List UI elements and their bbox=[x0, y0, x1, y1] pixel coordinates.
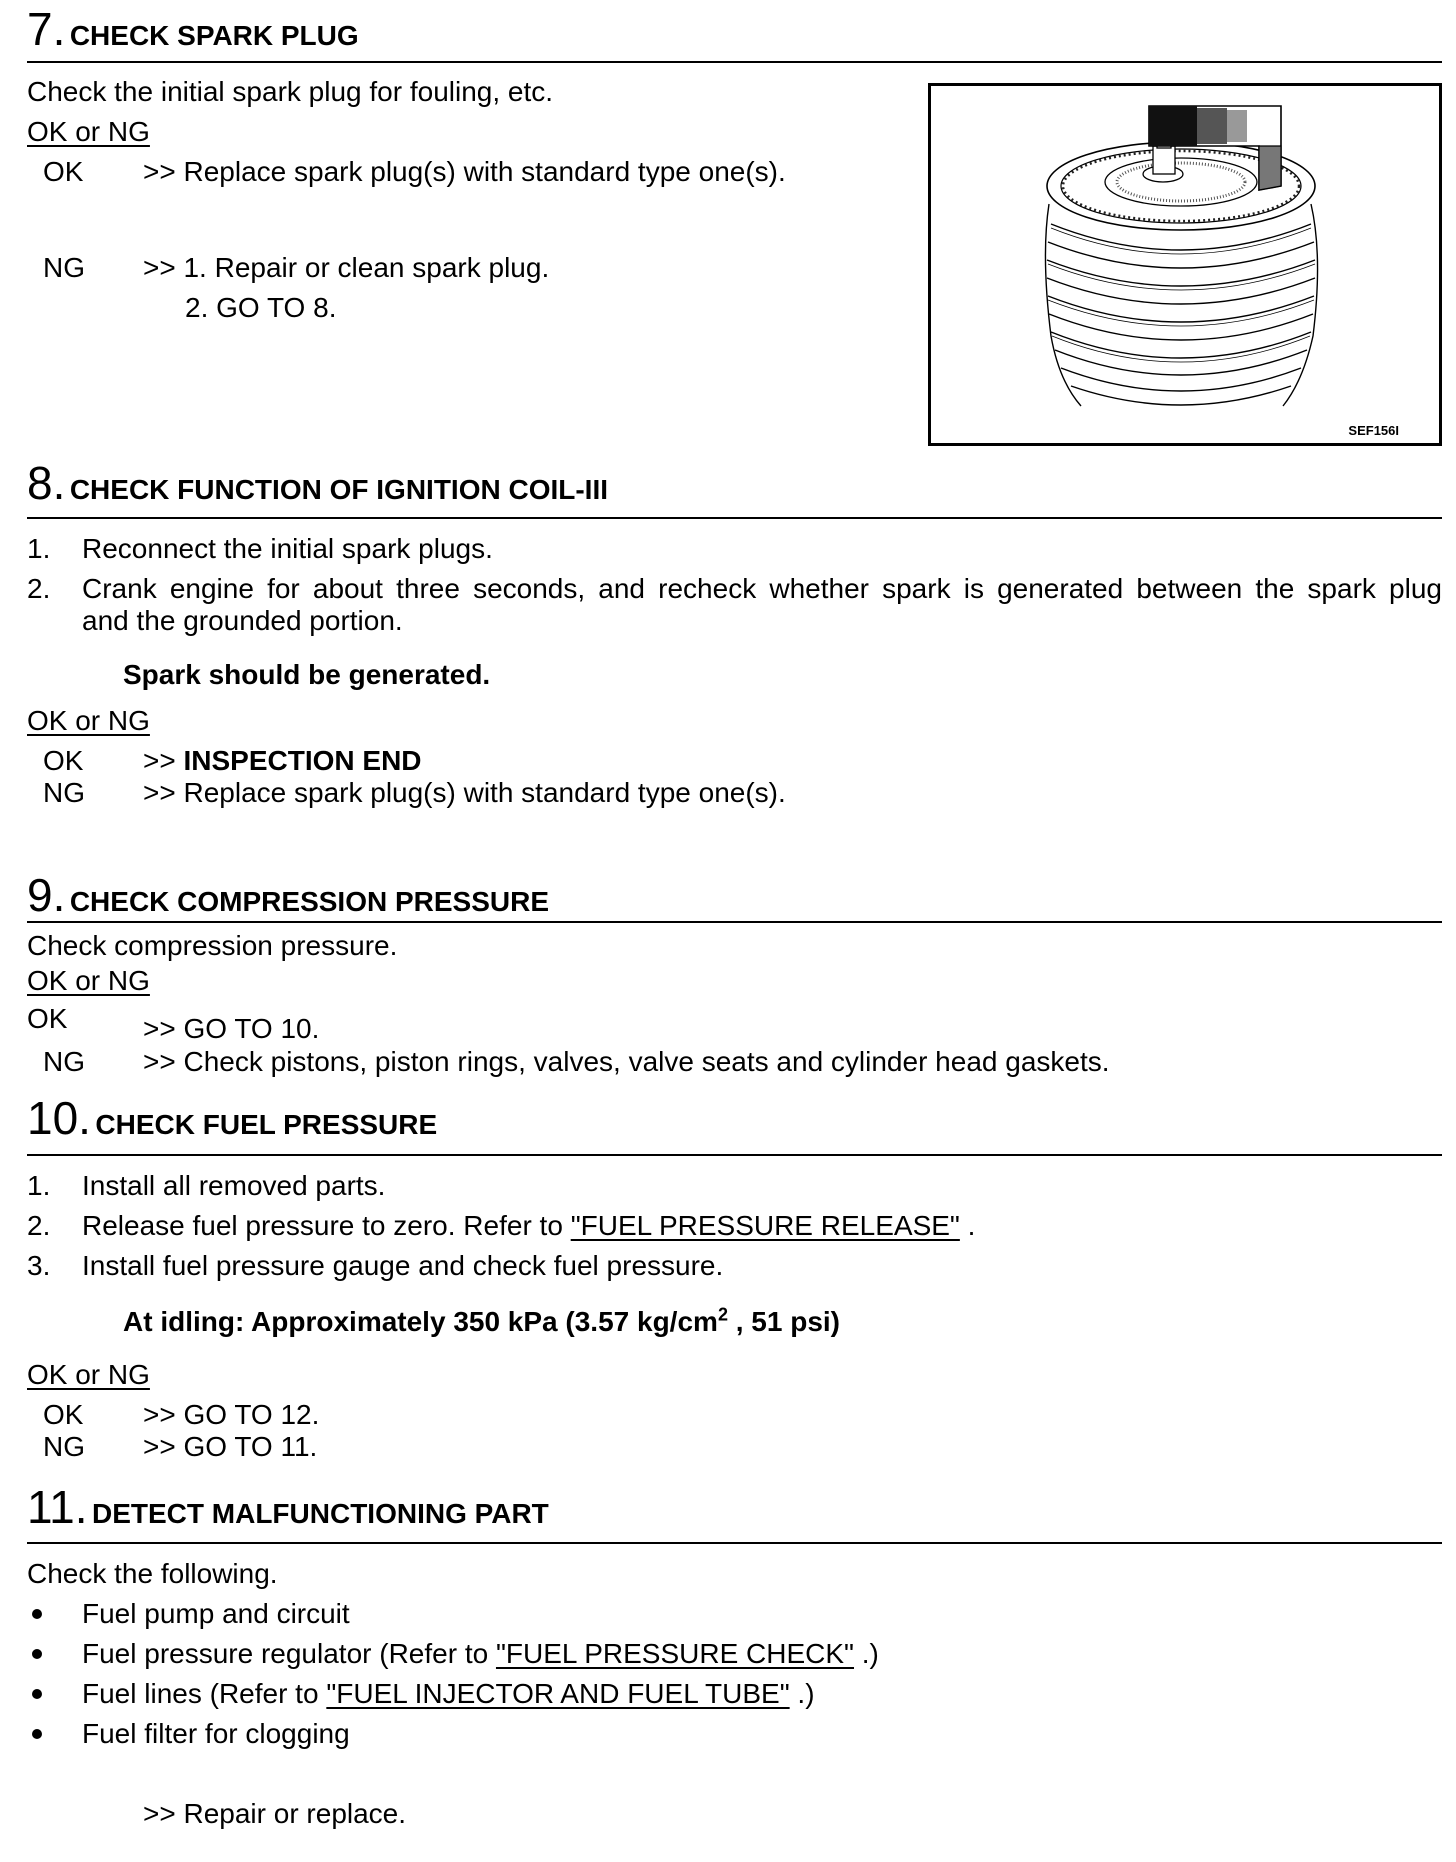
section-number: 9. bbox=[27, 869, 66, 921]
ok-label: OK bbox=[43, 745, 84, 776]
ok-label: OK bbox=[43, 156, 84, 187]
ok-or-ng-label: OK or NG bbox=[27, 965, 150, 996]
bullet-dot bbox=[32, 1649, 42, 1659]
step-text bbox=[82, 1210, 975, 1242]
figure-code: SEF156I bbox=[1348, 423, 1399, 438]
section-divider bbox=[27, 921, 1442, 923]
ok-result: >> GO TO 10. bbox=[143, 1013, 320, 1044]
bullet-text-suffix: .) bbox=[789, 1678, 815, 1709]
ng-result-step-1: >> 1. Repair or clean spark plug. bbox=[143, 252, 550, 283]
ok-label: OK bbox=[43, 1399, 84, 1430]
step-number: 2. bbox=[27, 573, 51, 604]
section-11-heading bbox=[27, 1482, 549, 1532]
section-divider bbox=[27, 61, 1442, 63]
step-number: 3. bbox=[27, 1250, 51, 1281]
section-divider bbox=[27, 1154, 1442, 1156]
section-10-heading bbox=[27, 1093, 437, 1143]
spec-text-suffix: , 51 psi) bbox=[727, 1306, 840, 1337]
spec-text: Spark should be generated. bbox=[123, 659, 491, 690]
ng-label: NG bbox=[43, 777, 85, 808]
section-divider bbox=[27, 1542, 1442, 1544]
ok-or-ng-label: OK or NG bbox=[27, 1359, 150, 1390]
step-text: Install all removed parts. bbox=[82, 1170, 386, 1201]
ok-result-prefix: >> bbox=[143, 745, 184, 776]
bullet-item bbox=[82, 1638, 879, 1670]
section-title: CHECK FUEL PRESSURE bbox=[95, 1109, 438, 1140]
section-title: DETECT MALFUNCTIONING PART bbox=[92, 1498, 549, 1529]
ok-or-ng-label: OK or NG bbox=[27, 116, 150, 147]
spark-plug-illustration bbox=[931, 86, 1439, 443]
bullet-item: Fuel pump and circuit bbox=[82, 1598, 350, 1629]
section-number: 8. bbox=[27, 457, 66, 509]
step-text-continued: and the grounded portion. bbox=[82, 605, 403, 636]
section-title: CHECK SPARK PLUG bbox=[69, 20, 359, 51]
bullet-dot bbox=[32, 1729, 42, 1739]
step-number: 1. bbox=[27, 533, 51, 564]
step-text: Install fuel pressure gauge and check fuel pressure. bbox=[82, 1250, 724, 1281]
ng-label: NG bbox=[43, 1046, 85, 1077]
ng-result: >> GO TO 11. bbox=[143, 1431, 318, 1462]
ng-label: NG bbox=[43, 1431, 85, 1462]
bullet-item: Fuel filter for clogging bbox=[82, 1718, 350, 1749]
step-text: Crank engine for about three seconds, and recheck whether spark is generated between the spark plug bbox=[82, 573, 1442, 604]
section-7-heading bbox=[27, 4, 359, 54]
ok-result: >> GO TO 12. bbox=[143, 1399, 320, 1430]
spec-text bbox=[123, 1306, 840, 1338]
step-text: Reconnect the initial spark plugs. bbox=[82, 533, 493, 564]
bullet-item bbox=[82, 1678, 815, 1710]
section-11-result: >> Repair or replace. bbox=[143, 1798, 407, 1829]
ok-or-ng-label: OK or NG bbox=[27, 705, 150, 736]
spark-plug-figure bbox=[928, 83, 1442, 446]
fuel-pressure-release-link[interactable]: "FUEL PRESSURE RELEASE" bbox=[570, 1210, 960, 1241]
section-divider bbox=[27, 517, 1442, 519]
section-number: 11. bbox=[27, 1481, 88, 1533]
section-11-intro: Check the following. bbox=[27, 1558, 278, 1589]
section-9-heading bbox=[27, 870, 549, 920]
ok-label: OK bbox=[27, 1003, 68, 1034]
section-9-intro: Check compression pressure. bbox=[27, 930, 398, 961]
ok-result bbox=[143, 745, 422, 777]
bullet-text: Fuel lines (Refer to bbox=[82, 1678, 327, 1709]
ng-result: >> Replace spark plug(s) with standard type one(s). bbox=[143, 777, 786, 808]
step-text-suffix: . bbox=[959, 1210, 976, 1241]
section-8-heading bbox=[27, 458, 608, 508]
ng-label: NG bbox=[43, 252, 85, 283]
bullet-dot bbox=[32, 1609, 42, 1619]
ok-result-text: INSPECTION END bbox=[183, 745, 422, 776]
spec-superscript: 2 bbox=[717, 1304, 728, 1325]
step-text-part: Release fuel pressure to zero. Refer to bbox=[82, 1210, 571, 1241]
bullet-text-suffix: .) bbox=[854, 1638, 879, 1669]
fuel-injector-and-fuel-tube-link[interactable]: "FUEL INJECTOR AND FUEL TUBE" bbox=[326, 1678, 790, 1709]
fuel-pressure-check-link[interactable]: "FUEL PRESSURE CHECK" bbox=[495, 1638, 854, 1669]
ng-result: >> Check pistons, piston rings, valves, valve seats and cylinder head gaskets. bbox=[143, 1046, 1110, 1077]
step-number: 2. bbox=[27, 1210, 51, 1241]
section-number: 7. bbox=[27, 3, 66, 55]
section-7-intro: Check the initial spark plug for fouling, etc. bbox=[27, 76, 554, 107]
spec-text-part: At idling: Approximately 350 kPa (3.57 kg/cm bbox=[123, 1306, 718, 1337]
step-number: 1. bbox=[27, 1170, 51, 1201]
ok-result: >> Replace spark plug(s) with standard type one(s). bbox=[143, 156, 786, 187]
bullet-text: Fuel pressure regulator (Refer to bbox=[82, 1638, 496, 1669]
section-title: CHECK COMPRESSION PRESSURE bbox=[69, 886, 550, 917]
section-title: CHECK FUNCTION OF IGNITION COIL-III bbox=[69, 474, 609, 505]
section-number: 10. bbox=[27, 1092, 91, 1144]
ng-result-step-2: 2. GO TO 8. bbox=[185, 292, 337, 323]
bullet-dot bbox=[32, 1689, 42, 1699]
